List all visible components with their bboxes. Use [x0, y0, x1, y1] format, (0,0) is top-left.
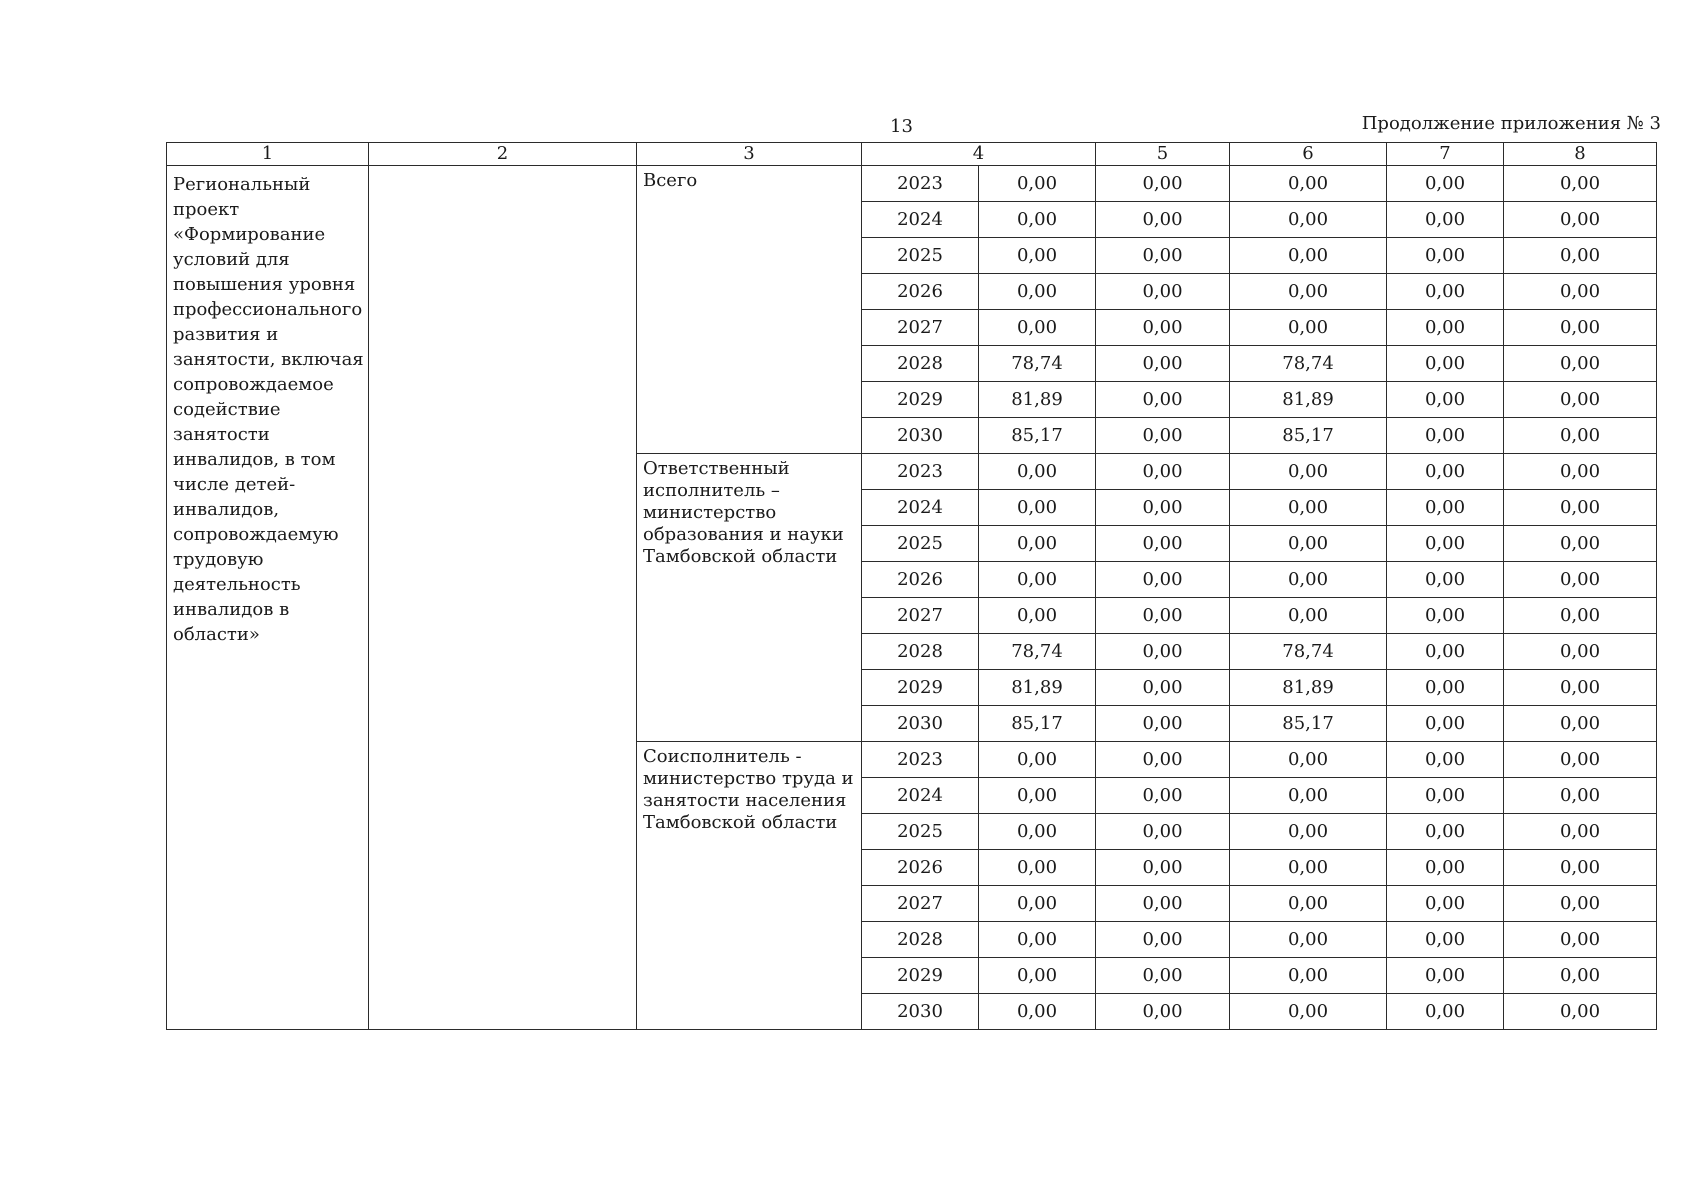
- value-cell-c7: 0,00: [1387, 742, 1504, 778]
- value-cell-c8: 0,00: [1504, 202, 1657, 238]
- value-cell-c4: 0,00: [979, 490, 1096, 526]
- value-cell-c6: 0,00: [1230, 454, 1387, 490]
- value-cell-c8: 0,00: [1504, 382, 1657, 418]
- value-cell-c4: 0,00: [979, 202, 1096, 238]
- value-cell-c4: 0,00: [979, 886, 1096, 922]
- value-cell-c5: 0,00: [1096, 562, 1230, 598]
- value-cell-c7: 0,00: [1387, 922, 1504, 958]
- value-cell-c4: 0,00: [979, 814, 1096, 850]
- col-header-8: 8: [1504, 143, 1657, 166]
- value-cell-c7: 0,00: [1387, 202, 1504, 238]
- value-cell-c6: 0,00: [1230, 742, 1387, 778]
- value-cell-c4: 81,89: [979, 382, 1096, 418]
- value-cell-c5: 0,00: [1096, 958, 1230, 994]
- year-cell: 2028: [862, 922, 979, 958]
- year-cell: 2023: [862, 454, 979, 490]
- value-cell-c7: 0,00: [1387, 418, 1504, 454]
- value-cell-c8: 0,00: [1504, 922, 1657, 958]
- year-cell: 2026: [862, 562, 979, 598]
- value-cell-c4: 0,00: [979, 742, 1096, 778]
- value-cell-c6: 81,89: [1230, 382, 1387, 418]
- value-cell-c4: 81,89: [979, 670, 1096, 706]
- year-cell: 2024: [862, 490, 979, 526]
- value-cell-c5: 0,00: [1096, 634, 1230, 670]
- value-cell-c4: 78,74: [979, 346, 1096, 382]
- value-cell-c5: 0,00: [1096, 238, 1230, 274]
- value-cell-c8: 0,00: [1504, 958, 1657, 994]
- continuation-label: Продолжение приложения № 3: [1361, 113, 1661, 134]
- value-cell-c6: 0,00: [1230, 814, 1387, 850]
- value-cell-c4: 0,00: [979, 562, 1096, 598]
- value-cell-c5: 0,00: [1096, 814, 1230, 850]
- value-cell-c7: 0,00: [1387, 166, 1504, 202]
- value-cell-c5: 0,00: [1096, 526, 1230, 562]
- value-cell-c7: 0,00: [1387, 778, 1504, 814]
- year-cell: 2025: [862, 238, 979, 274]
- value-cell-c6: 0,00: [1230, 166, 1387, 202]
- year-cell: 2029: [862, 958, 979, 994]
- year-cell: 2029: [862, 382, 979, 418]
- value-cell-c6: 0,00: [1230, 994, 1387, 1030]
- value-cell-c4: 85,17: [979, 418, 1096, 454]
- value-cell-c7: 0,00: [1387, 346, 1504, 382]
- value-cell-c4: 0,00: [979, 166, 1096, 202]
- value-cell-c5: 0,00: [1096, 994, 1230, 1030]
- value-cell-c7: 0,00: [1387, 670, 1504, 706]
- value-cell-c8: 0,00: [1504, 814, 1657, 850]
- value-cell-c6: 0,00: [1230, 922, 1387, 958]
- value-cell-c8: 0,00: [1504, 562, 1657, 598]
- col-header-3: 3: [637, 143, 862, 166]
- value-cell-c5: 0,00: [1096, 886, 1230, 922]
- value-cell-c7: 0,00: [1387, 814, 1504, 850]
- value-cell-c4: 0,00: [979, 958, 1096, 994]
- value-cell-c8: 0,00: [1504, 598, 1657, 634]
- value-cell-c8: 0,00: [1504, 670, 1657, 706]
- value-cell-c7: 0,00: [1387, 454, 1504, 490]
- year-cell: 2030: [862, 994, 979, 1030]
- value-cell-c6: 0,00: [1230, 526, 1387, 562]
- year-cell: 2025: [862, 526, 979, 562]
- value-cell-c4: 0,00: [979, 850, 1096, 886]
- value-cell-c6: 0,00: [1230, 562, 1387, 598]
- value-cell-c7: 0,00: [1387, 526, 1504, 562]
- value-cell-c4: 0,00: [979, 922, 1096, 958]
- year-cell: 2023: [862, 742, 979, 778]
- table-row: [167, 166, 1657, 202]
- value-cell-c6: 0,00: [1230, 238, 1387, 274]
- value-cell-c8: 0,00: [1504, 886, 1657, 922]
- value-cell-c4: 0,00: [979, 778, 1096, 814]
- value-cell-c5: 0,00: [1096, 778, 1230, 814]
- value-cell-c8: 0,00: [1504, 454, 1657, 490]
- value-cell-c4: 0,00: [979, 274, 1096, 310]
- value-cell-c7: 0,00: [1387, 634, 1504, 670]
- value-cell-c8: 0,00: [1504, 850, 1657, 886]
- year-cell: 2023: [862, 166, 979, 202]
- value-cell-c8: 0,00: [1504, 742, 1657, 778]
- value-cell-c4: 0,00: [979, 238, 1096, 274]
- year-cell: 2028: [862, 346, 979, 382]
- value-cell-c8: 0,00: [1504, 166, 1657, 202]
- value-cell-c8: 0,00: [1504, 994, 1657, 1030]
- year-cell: 2025: [862, 814, 979, 850]
- value-cell-c7: 0,00: [1387, 562, 1504, 598]
- value-cell-c5: 0,00: [1096, 274, 1230, 310]
- empty-column-2-cell: [369, 166, 637, 1030]
- year-cell: 2027: [862, 598, 979, 634]
- value-cell-c6: 0,00: [1230, 598, 1387, 634]
- value-cell-c5: 0,00: [1096, 310, 1230, 346]
- value-cell-c5: 0,00: [1096, 922, 1230, 958]
- value-cell-c6: 0,00: [1230, 886, 1387, 922]
- value-cell-c6: 0,00: [1230, 310, 1387, 346]
- value-cell-c4: 78,74: [979, 634, 1096, 670]
- col-header-4: 4: [862, 143, 1096, 166]
- col-header-1: 1: [167, 143, 369, 166]
- col-header-5: 5: [1096, 143, 1230, 166]
- year-cell: 2026: [862, 850, 979, 886]
- year-cell: 2027: [862, 886, 979, 922]
- value-cell-c6: 85,17: [1230, 706, 1387, 742]
- value-cell-c5: 0,00: [1096, 202, 1230, 238]
- funding-table: [166, 142, 1657, 1030]
- value-cell-c8: 0,00: [1504, 274, 1657, 310]
- value-cell-c5: 0,00: [1096, 490, 1230, 526]
- value-cell-c7: 0,00: [1387, 886, 1504, 922]
- value-cell-c5: 0,00: [1096, 706, 1230, 742]
- value-cell-c7: 0,00: [1387, 598, 1504, 634]
- value-cell-c4: 0,00: [979, 454, 1096, 490]
- value-cell-c6: 81,89: [1230, 670, 1387, 706]
- year-cell: 2029: [862, 670, 979, 706]
- col-header-2: 2: [369, 143, 637, 166]
- value-cell-c7: 0,00: [1387, 850, 1504, 886]
- page-number: 13: [890, 116, 913, 137]
- value-cell-c6: 0,00: [1230, 490, 1387, 526]
- value-cell-c8: 0,00: [1504, 346, 1657, 382]
- value-cell-c6: 78,74: [1230, 346, 1387, 382]
- year-cell: 2024: [862, 778, 979, 814]
- value-cell-c5: 0,00: [1096, 454, 1230, 490]
- value-cell-c4: 0,00: [979, 994, 1096, 1030]
- value-cell-c5: 0,00: [1096, 382, 1230, 418]
- value-cell-c5: 0,00: [1096, 166, 1230, 202]
- value-cell-c7: 0,00: [1387, 382, 1504, 418]
- year-cell: 2027: [862, 310, 979, 346]
- group-label-cell: Всего: [637, 166, 862, 454]
- year-cell: 2024: [862, 202, 979, 238]
- project-name-cell: Региональный проект «Формирование условий для повышения уровня профессионального развития и занятости, включая сопровождаемое содействие занятости инвалидов, в том числе детей-инвалидов, сопровождаемую трудовую деятельность инвалидов в области»: [167, 166, 369, 1030]
- value-cell-c5: 0,00: [1096, 598, 1230, 634]
- value-cell-c8: 0,00: [1504, 778, 1657, 814]
- value-cell-c5: 0,00: [1096, 346, 1230, 382]
- value-cell-c7: 0,00: [1387, 490, 1504, 526]
- value-cell-c8: 0,00: [1504, 238, 1657, 274]
- value-cell-c8: 0,00: [1504, 634, 1657, 670]
- value-cell-c6: 0,00: [1230, 202, 1387, 238]
- value-cell-c6: 85,17: [1230, 418, 1387, 454]
- value-cell-c4: 0,00: [979, 526, 1096, 562]
- value-cell-c8: 0,00: [1504, 706, 1657, 742]
- value-cell-c8: 0,00: [1504, 418, 1657, 454]
- value-cell-c6: 0,00: [1230, 778, 1387, 814]
- value-cell-c5: 0,00: [1096, 742, 1230, 778]
- year-cell: 2026: [862, 274, 979, 310]
- value-cell-c4: 85,17: [979, 706, 1096, 742]
- group-label-cell: Ответственный исполнитель – министерство образования и науки Тамбовской области: [637, 454, 862, 742]
- group-label-cell: Соисполнитель - министерство труда и занятости населения Тамбовской области: [637, 742, 862, 1030]
- value-cell-c7: 0,00: [1387, 958, 1504, 994]
- year-cell: 2030: [862, 418, 979, 454]
- value-cell-c5: 0,00: [1096, 850, 1230, 886]
- value-cell-c6: 0,00: [1230, 958, 1387, 994]
- value-cell-c7: 0,00: [1387, 706, 1504, 742]
- value-cell-c7: 0,00: [1387, 310, 1504, 346]
- value-cell-c4: 0,00: [979, 310, 1096, 346]
- value-cell-c7: 0,00: [1387, 274, 1504, 310]
- value-cell-c6: 78,74: [1230, 634, 1387, 670]
- value-cell-c5: 0,00: [1096, 670, 1230, 706]
- value-cell-c8: 0,00: [1504, 310, 1657, 346]
- year-cell: 2030: [862, 706, 979, 742]
- col-header-6: 6: [1230, 143, 1387, 166]
- value-cell-c6: 0,00: [1230, 274, 1387, 310]
- value-cell-c7: 0,00: [1387, 994, 1504, 1030]
- value-cell-c8: 0,00: [1504, 526, 1657, 562]
- value-cell-c5: 0,00: [1096, 418, 1230, 454]
- header-row: [167, 143, 1657, 166]
- value-cell-c6: 0,00: [1230, 850, 1387, 886]
- value-cell-c4: 0,00: [979, 598, 1096, 634]
- year-cell: 2028: [862, 634, 979, 670]
- value-cell-c7: 0,00: [1387, 238, 1504, 274]
- value-cell-c8: 0,00: [1504, 490, 1657, 526]
- col-header-7: 7: [1387, 143, 1504, 166]
